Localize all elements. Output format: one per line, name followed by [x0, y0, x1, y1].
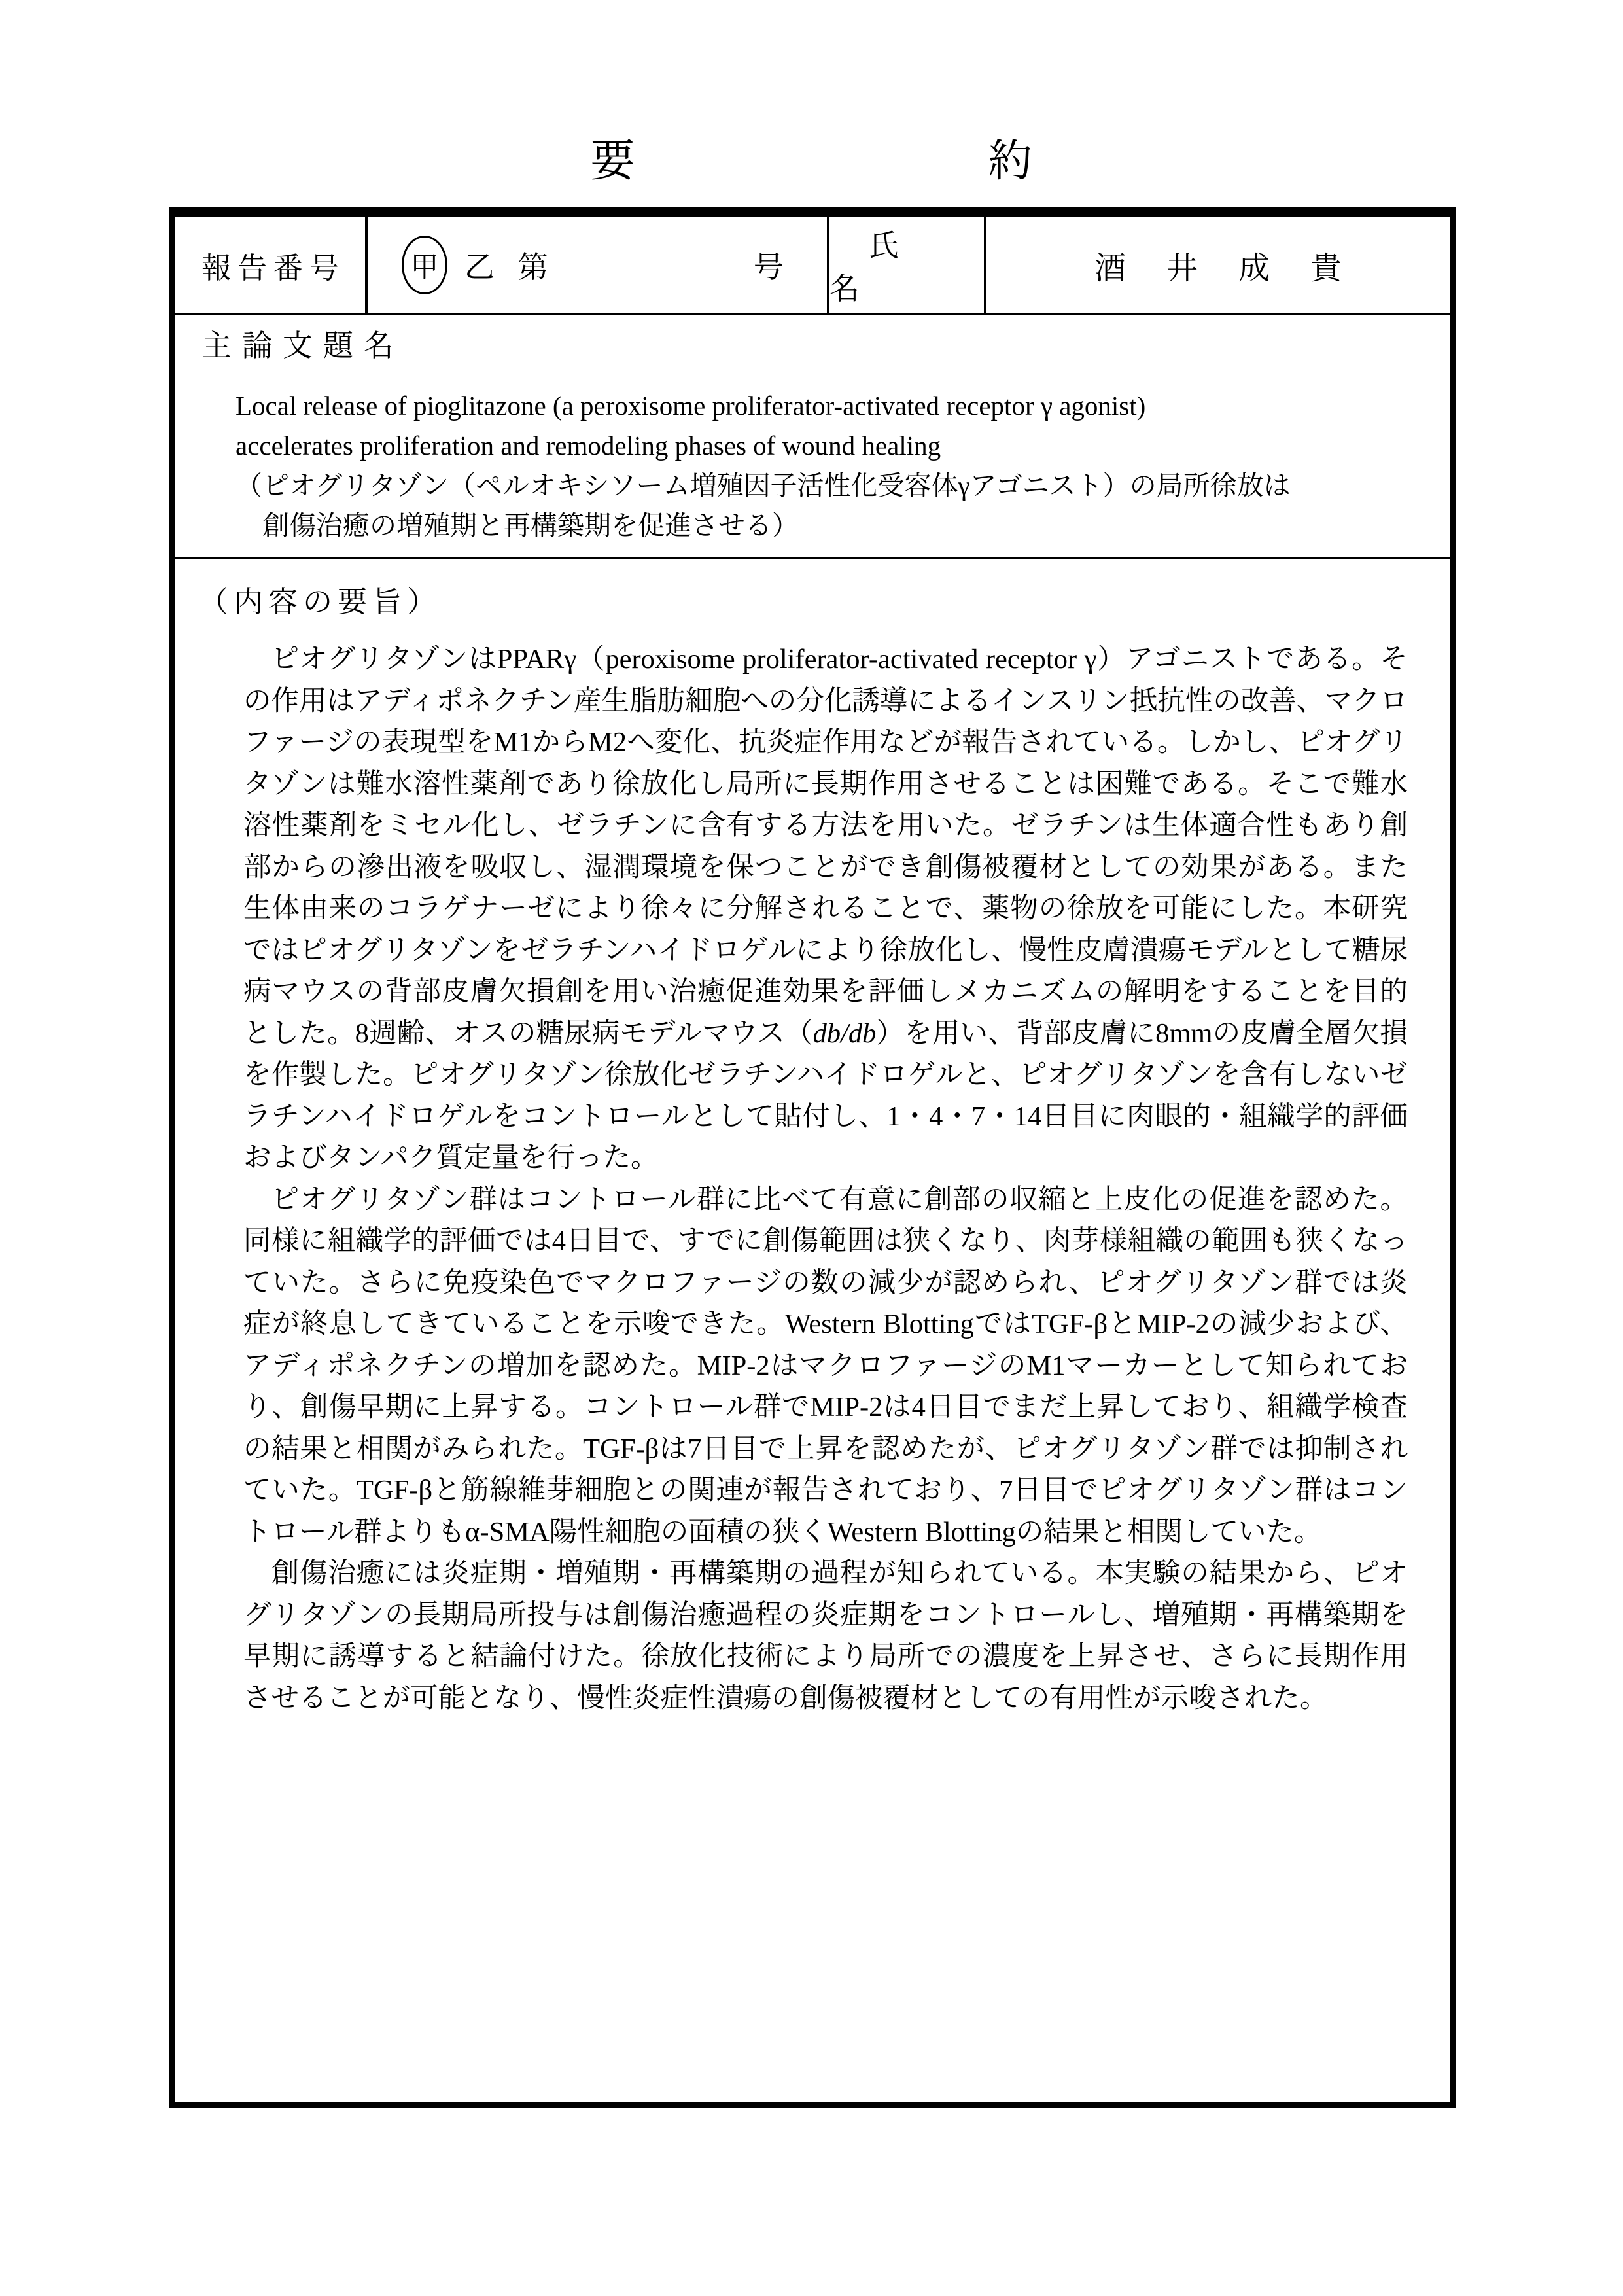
page-title	[0, 136, 1623, 186]
report-number-label: 報告番号	[175, 217, 368, 313]
number-suffix: 号	[754, 251, 784, 284]
thesis-title-line: （ピオグリタゾン（ペルオキシソーム増殖因子活性化受容体γアゴニスト）の局所徐放は	[236, 470, 1291, 501]
main-content-box	[169, 207, 1456, 2108]
abstract-label: （内容の要旨）	[199, 585, 442, 618]
otsu-char: 乙	[464, 251, 495, 284]
report-number-cell	[368, 217, 829, 313]
italic-text-segment: db/db	[812, 1017, 877, 1049]
thesis-title-label: 主論文題名	[201, 328, 404, 362]
thesis-title-section	[175, 315, 1450, 559]
thesis-title-line: Local release of pioglitazone (a peroxisome proliferator-activated receptor γ agonist)	[236, 391, 1146, 421]
name-value: 酒井成貴	[1094, 251, 1382, 286]
abstract-paragraphs	[243, 639, 1408, 1719]
text-segment: ピオグリタゾン群はコントロール群に比べて有意に創部の収縮と上皮化の促進を認めた。同様に組織学的評価では4日目で、すでに創傷範囲は狭くなり、肉芽様組織の範囲も狭くなっていた。さらに免疫染色でマクロファージの数の減少が認められ、ピオグリタゾン群では炎症が終息してきていることを示唆できた。Western BlottingではTGF-βとMIP-2の減少および、アディポネクチンの増加を認めた。MIP-2はマクロファージのM1マーカーとして知られており、創傷早期に上昇する。コントロール群でMIP-2は4日目でまだ上昇しており、組織学検査の結果と相関がみられた。TGF-βは7日目で上昇を認めたが、ピオグリタゾン群では抑制されていた。TGF-βと筋線維芽細胞との関連が報告されており、7日目でピオグリタゾン群はコントロール群よりもα-SMA陽性細胞の面積の狭くWestern Blottingの結果と相関していた。	[243, 1184, 1408, 1547]
thesis-title-line: accelerates proliferation and remodeling phases of wound healing	[236, 431, 941, 461]
abstract-paragraph	[243, 1179, 1408, 1553]
number-prefix: 第	[518, 251, 548, 284]
name-label: 氏名	[829, 217, 986, 313]
circled-kou-mark: 甲	[402, 236, 447, 294]
text-segment: ピオグリタゾンはPPARγ（peroxisome proliferator-activated receptor γ）アゴニストである。その作用はアディポネクチン産生脂肪細胞への分化誘導によるインスリン抵抗性の改善、マクロファージの表現型をM1からM2へ変化、抗炎症作用などが報告されている。しかし、ピオグリタゾンは難水溶性薬剤であり徐放化し局所に長期作用させることは困難である。そこで難水溶性薬剤をミセル化し、ゼラチンに含有する方法を用いた。ゼラチンは生体適合性もあり創部からの滲出液を吸収し、湿潤環境を保つことができ創傷被覆材としての効果がある。また生体由来のコラゲナーゼにより徐々に分解されることで、薬物の徐放を可能にした。本研究ではピオグリタゾンをゼラチンハイドロゲルにより徐放化し、慢性皮膚潰瘍モデルとして糖尿病マウスの背部皮膚欠損創を用い治癒促進効果を評価しメカニズムの解明をすることを目的とした。8週齢、オスの糖尿病モデルマウス（	[243, 644, 1408, 1049]
text-segment: 創傷治癒には炎症期・増殖期・再構築期の過程が知られている。本実験の結果から、ピオグリタゾンの長期局所投与は創傷治癒過程の炎症期をコントロールし、増殖期・再構築期を早期に誘導すると結論付けた。徐放化技術により局所での濃度を上昇させ、さらに長期作用させることが可能となり、慢性炎症性潰瘍の創傷被覆材としての有用性が示唆された。	[243, 1558, 1408, 1714]
abstract-section	[175, 559, 1450, 2102]
text-segment: ）を用い、背部皮膚に8mmの皮膚全層欠損を作製した。ピオグリタゾン徐放化ゼラチンハイドロゲルと、ピオグリタゾンを含有しないゼラチンハイドロゲルをコントロールとして貼付し、1・4・7・14日目に肉眼的・組織学的評価およびタンパク質定量を行った。	[243, 1017, 1408, 1173]
thesis-title-lines	[236, 386, 1423, 546]
header-table-row	[175, 217, 1450, 315]
abstract-paragraph	[243, 1553, 1408, 1719]
thesis-title-line: 創傷治癒の増殖期と再構築期を促進させる）	[236, 510, 799, 540]
abstract-paragraph	[243, 639, 1408, 1179]
page-title-char-left: 要	[590, 136, 635, 186]
page-title-char-right: 約	[988, 136, 1033, 186]
